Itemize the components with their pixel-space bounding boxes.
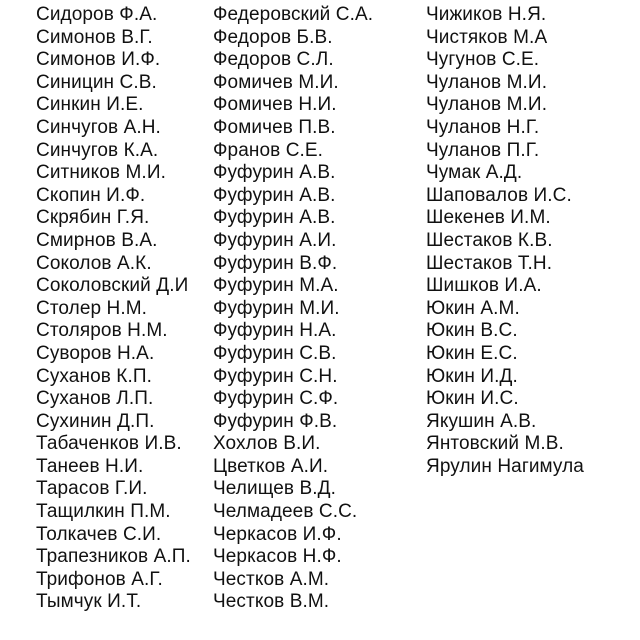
list-item: Ярулин Нагимула [426,455,584,477]
list-item: Чуланов П.Г. [426,139,540,161]
list-item: Челищев В.Д. [213,478,336,500]
list-item: Янтовский М.В. [426,433,564,455]
list-item: Чумак А.Д. [426,162,523,184]
name-column-3 [426,4,584,478]
list-item: Скрябин Г.Я. [36,207,150,229]
list-item: Сидоров Ф.А. [36,4,158,25]
list-item: Юкин Е.С. [426,342,518,364]
list-item: Соколов А.К. [36,252,152,274]
list-item: Синкин И.Е. [36,94,144,116]
list-item: Федоров С.Л. [213,49,334,71]
list-item: Федоров Б.В. [213,26,333,48]
list-item: Ситников М.И. [36,162,166,184]
list-item: Фомичев П.В. [213,116,336,138]
list-item: Столяров Н.М. [36,320,168,342]
list-item: Юкин В.С. [426,320,518,342]
list-item: Смирнов В.А. [36,229,158,251]
list-item: Чистяков М.А [426,26,548,48]
list-item: Тарасов Г.И. [36,478,148,500]
list-item: Фомичев Н.И. [213,94,337,116]
list-item: Чугунов С.Е. [426,49,540,71]
name-column-2 [213,4,373,614]
list-item: Черкасов Н.Ф. [213,546,342,568]
list-item: Фуфурин С.Ф. [213,388,339,410]
list-item: Юкин И.С. [426,388,519,410]
list-item: Толкачев С.И. [36,523,162,545]
list-item: Скопин И.Ф. [36,184,146,206]
list-item: Трапезников А.П. [36,546,191,568]
list-item: Федеровский С.А. [213,4,374,25]
list-item: Фуфурин С.В. [213,342,337,364]
list-item: Фуфурин М.А. [213,275,339,297]
list-item: Шишков И.А. [426,275,542,297]
list-item: Синицин С.В. [36,71,157,93]
list-item: Табаченков И.В. [36,433,182,455]
list-item: Шестаков К.В. [426,229,553,251]
list-item: Фуфурин М.И. [213,297,340,319]
list-item: Чуланов М.И. [426,94,548,116]
list-item: Честков А.М. [213,568,330,590]
list-item: Якушин А.В. [426,410,537,432]
list-item: Синчугов А.Н. [36,116,161,138]
list-item: Столер Н.М. [36,297,148,319]
list-item: Соколовский Д.И [36,275,189,297]
list-item: Фуфурин С.Н. [213,365,338,387]
list-item: Шестаков Т.Н. [426,252,553,274]
list-item: Суворов Н.А. [36,342,155,364]
list-item: Тащилкин П.М. [36,501,171,523]
list-item: Фуфурин А.В. [213,207,336,229]
list-item: Фуфурин Н.А. [213,320,337,342]
list-item: Юкин А.М. [426,297,520,319]
list-item: Суханов Л.П. [36,388,154,410]
list-item: Чуланов М.И. [426,71,548,93]
list-item: Фуфурин А.В. [213,162,336,184]
list-item: Фуфурин А.И. [213,229,337,251]
list-item: Танеев Н.И. [36,455,144,477]
list-item: Симонов В.Г. [36,26,153,48]
list-item: Хохлов В.И. [213,433,321,455]
name-column-1 [36,4,191,614]
list-item: Фомичев М.И. [213,71,339,93]
list-item: Синчугов К.А. [36,139,159,161]
list-item: Честков В.М. [213,591,330,613]
list-item: Сухинин Д.П. [36,410,155,432]
list-item: Тымчук И.Т. [36,591,142,613]
list-item: Цветков А.И. [213,455,329,477]
list-item: Черкасов И.Ф. [213,523,342,545]
list-item: Суханов К.П. [36,365,152,387]
list-item: Фуфурин В.Ф. [213,252,338,274]
list-item: Челмадеев С.С. [213,501,358,523]
list-item: Шаповалов И.С. [426,184,572,206]
list-item: Юкин И.Д. [426,365,518,387]
list-item: Шекенев И.М. [426,207,551,229]
list-item: Чижиков Н.Я. [426,4,547,25]
list-item: Чуланов Н.Г. [426,116,540,138]
list-item: Франов С.Е. [213,139,324,161]
list-item: Трифонов А.Г. [36,568,163,590]
list-item: Симонов И.Ф. [36,49,161,71]
list-item: Фуфурин А.В. [213,184,336,206]
list-item: Фуфурин Ф.В. [213,410,338,432]
